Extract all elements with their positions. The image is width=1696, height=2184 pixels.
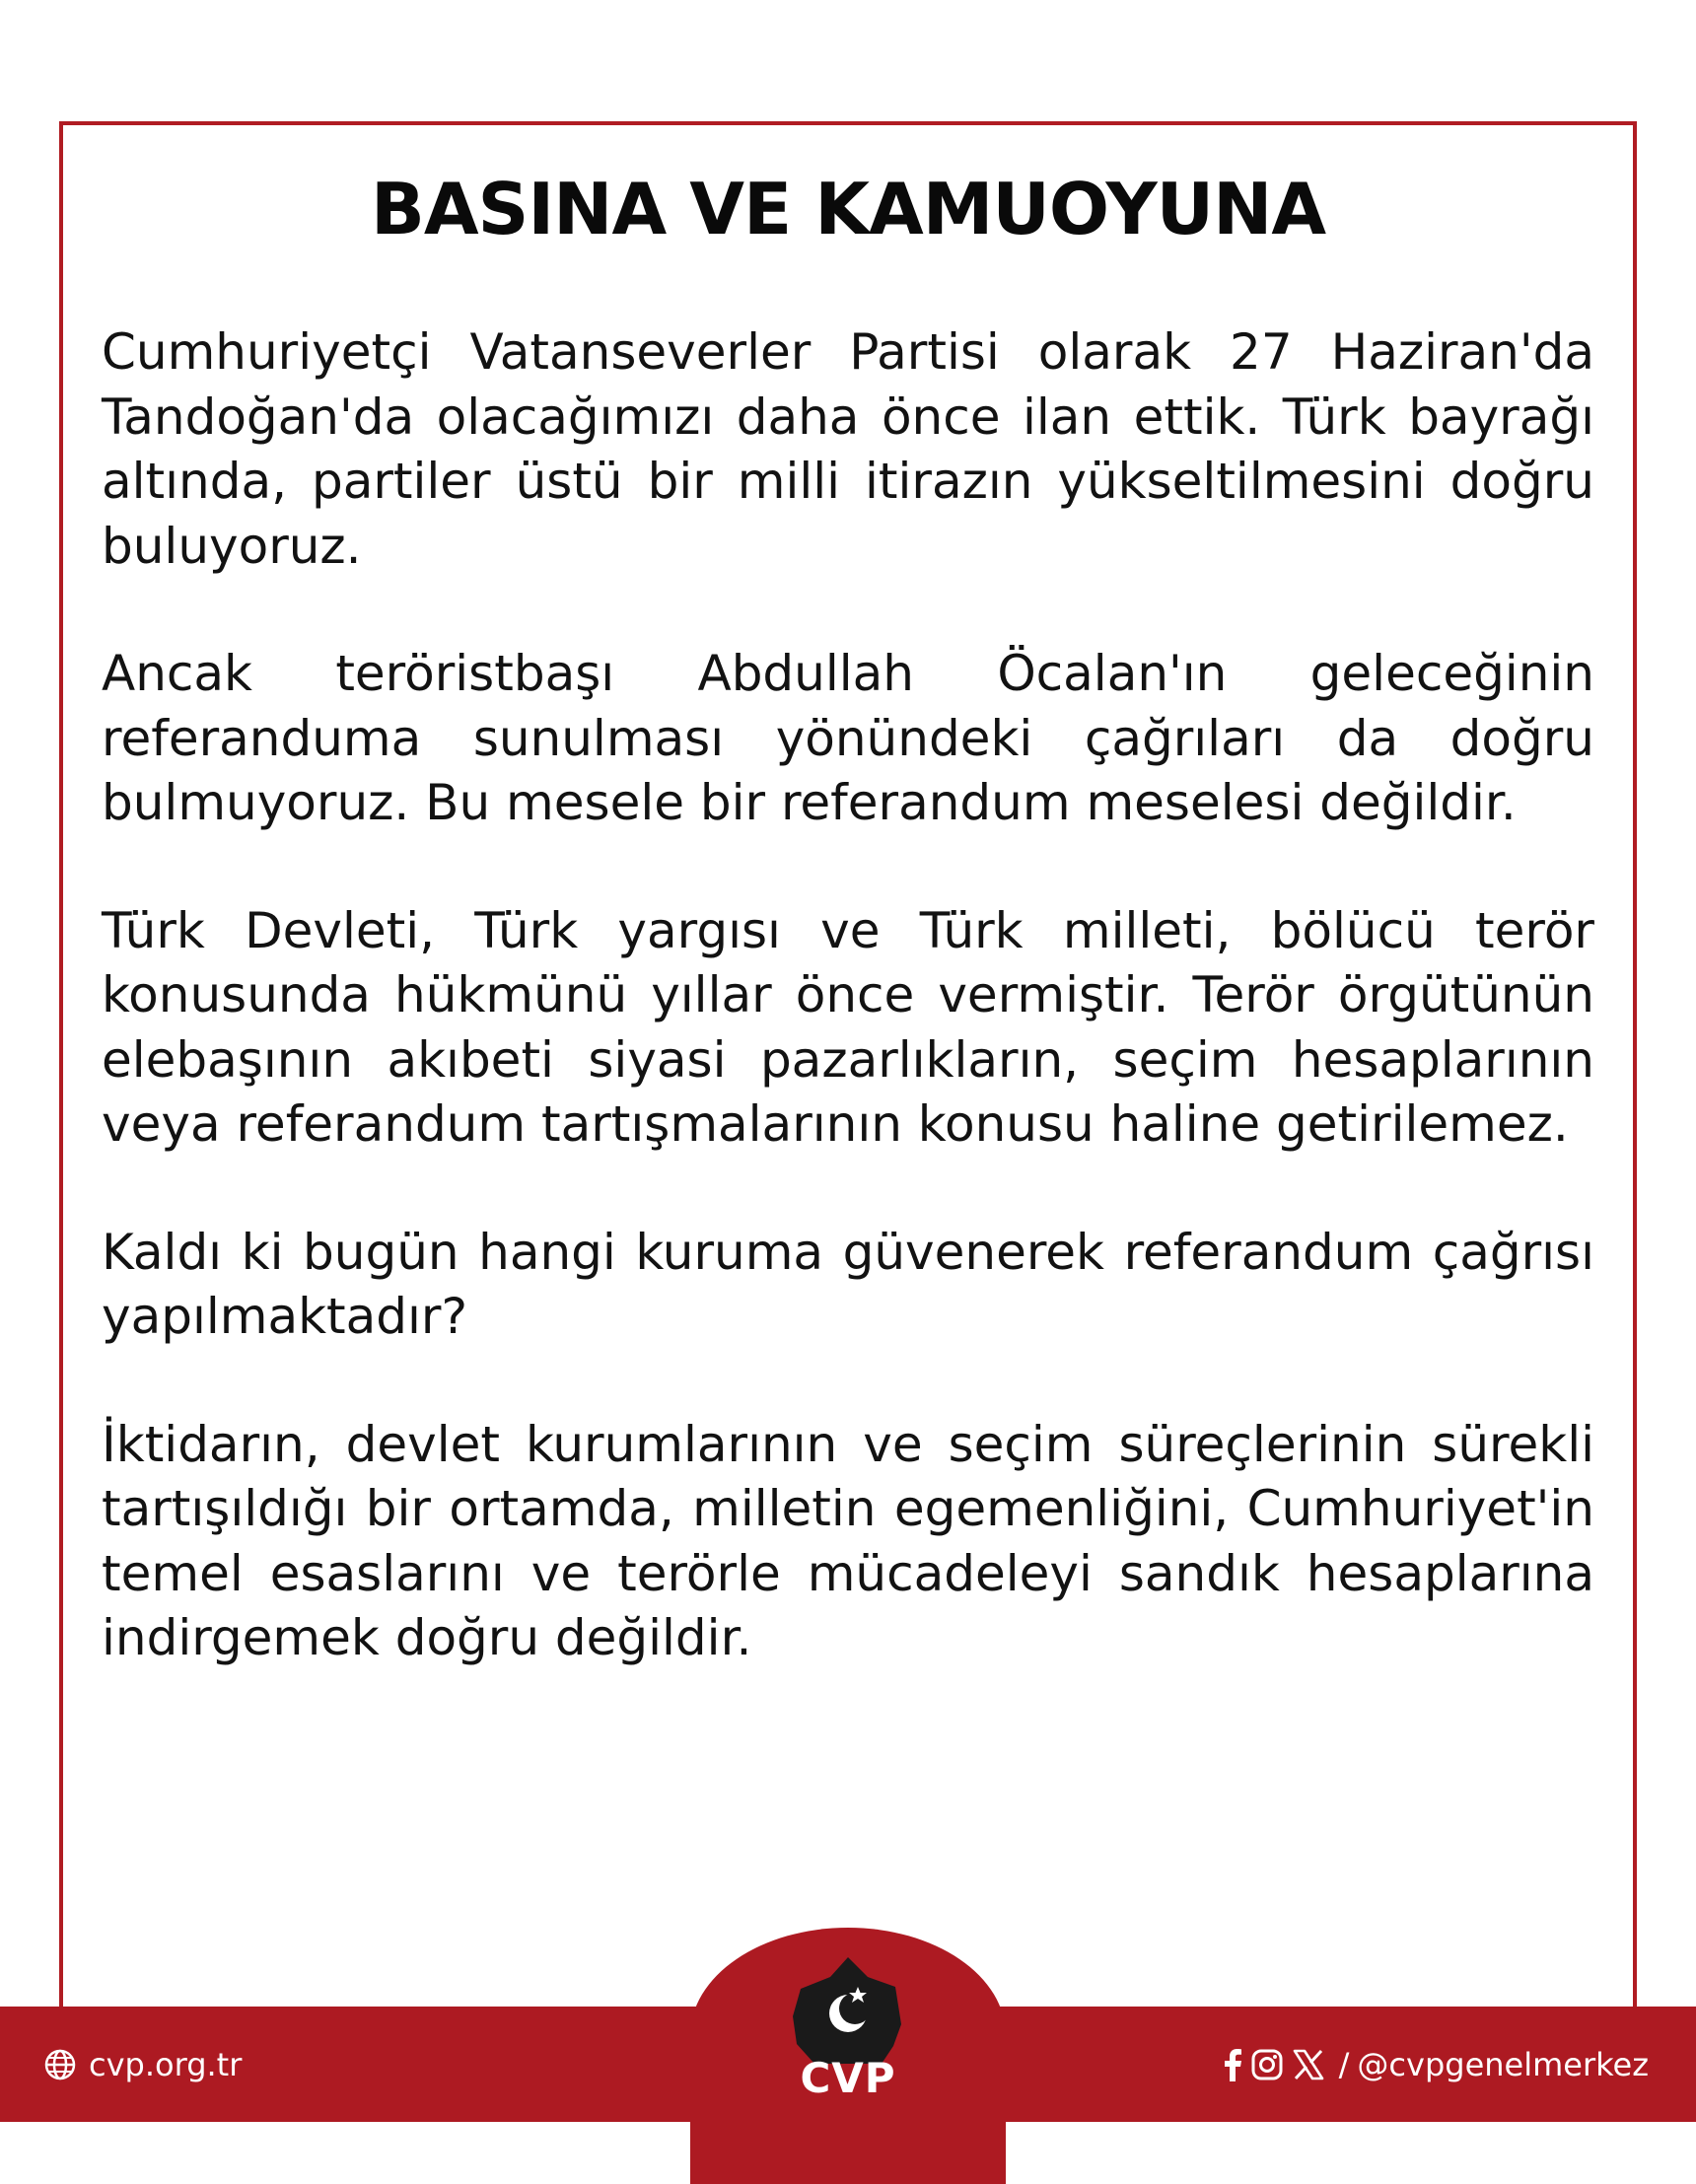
website-text: cvp.org.tr: [89, 2046, 243, 2083]
document-title: BASINA VE KAMUOYUNA: [370, 168, 1326, 250]
paragraph-2: Ancak teröristbaşı Abdullah Öcalan'ın geleceğinin referanduma sunulması yönündeki çağrıları da doğru bulmuyoruz. Bu mesele bir referandum meselesi değildir.: [102, 645, 1594, 831]
instagram-icon[interactable]: [1250, 2048, 1284, 2081]
logo-text: CVP: [800, 2054, 896, 2102]
social-handle[interactable]: @cvpgenelmerkez: [1357, 2046, 1649, 2083]
globe-icon: [43, 2048, 77, 2081]
paragraph-5: İktidarın, devlet kurumlarının ve seçim süreçlerinin sürekli tartışıldığı bir ortamda, milletin egemenliğini, Cumhuriyet'in temel esaslarını ve terörle mücadeleyi sandık hesaplarına indirgemek doğru değildir.: [102, 1415, 1594, 1666]
social-links: [1223, 2045, 1649, 2084]
paragraph-1: Cumhuriyetçi Vatanseverler Partisi olarak 27 Haziran'da Tandoğan'da olacağımızı daha önce ilan ettik. Türk bayrağı altında, partiler üstü bir milli itirazın yükseltilmesini doğru buluyoruz.: [102, 323, 1594, 575]
social-separator: /: [1338, 2046, 1350, 2083]
paragraph-3: Türk Devleti, Türk yargısı ve Türk milleti, bölücü terör konusunda hükmünü yıllar önce vermiştir. Terör örgütünün elebaşının akıbeti siyasi pazarlıkların, seçim hesaplarının veya referandum tartışmalarının konusu haline getirilemez.: [102, 901, 1594, 1153]
website-link[interactable]: [43, 2045, 242, 2084]
paragraph-4: Kaldı ki bugün hangi kuruma güvenerek referandum çağrısı yapılmaktadır?: [102, 1223, 1594, 1345]
document-body: [102, 320, 1594, 1734]
facebook-icon[interactable]: [1223, 2048, 1242, 2081]
x-icon[interactable]: [1292, 2048, 1325, 2081]
